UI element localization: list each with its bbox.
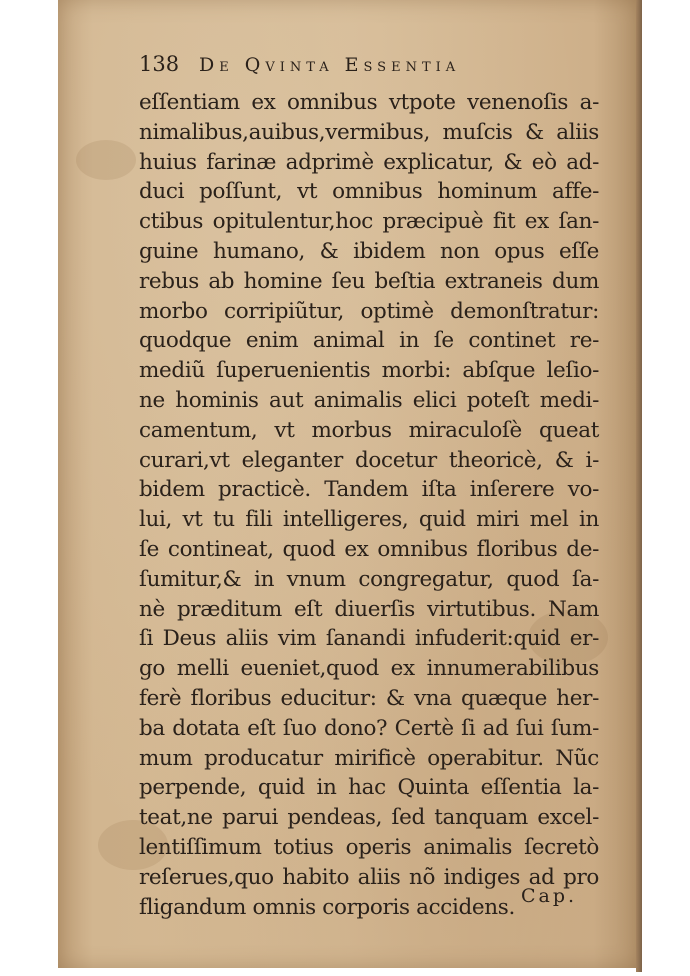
text-line: ba dotata eſt ſuo dono? Certè ſi ad ſui ſum- bbox=[139, 715, 599, 741]
text-line: reſerues,quo habito aliis nõ indiges ad pro bbox=[139, 864, 599, 890]
running-title: De Qvinta Essentia bbox=[199, 54, 461, 76]
text-line: go melli eueniet,quod ex innumerabilibus bbox=[139, 656, 599, 682]
text-line: ſe contineat, quod ex omnibus floribus de- bbox=[139, 536, 599, 562]
text-line: ne hominis aut animalis elici poteſt medi- bbox=[139, 387, 599, 413]
text-line: mediũ ſuperuenientis morbi: abſque leſio- bbox=[139, 358, 599, 384]
text-line: ctibus opitulentur,hoc præcipuè fit ex ſan- bbox=[139, 209, 599, 235]
body-text bbox=[139, 88, 599, 922]
paper-stain bbox=[76, 140, 136, 180]
page-edge bbox=[636, 0, 642, 972]
text-line: rebus ab homine ſeu beſtia extraneis dum bbox=[139, 268, 599, 294]
text-line: bidem practicè. Tandem iſta inſerere vo- bbox=[139, 477, 599, 503]
text-line: fligandum omnis corporis accidens. bbox=[139, 894, 515, 920]
text-line: ſi Deus aliis vim ſanandi infuderit:quid er- bbox=[139, 626, 599, 652]
text-line: ſumitur,& in vnum congregatur, quod ſa- bbox=[139, 566, 599, 592]
text-line: camentum, vt morbus miraculoſè queat bbox=[139, 417, 599, 443]
text-line: curari,vt eleganter docetur theoricè, & i- bbox=[139, 447, 599, 473]
text-line: huius farinæ adprimè explicatur, & eò ad- bbox=[139, 149, 599, 175]
text-block bbox=[139, 52, 599, 922]
text-line: morbo corripiũtur, optimè demonſtratur: bbox=[139, 298, 599, 324]
catchword: Cap. bbox=[521, 885, 578, 907]
running-head bbox=[139, 52, 599, 88]
text-line: eſſentiam ex omnibus vtpote venenoſis a- bbox=[139, 90, 599, 115]
text-line: duci poſſunt, vt omnibus hominum affe- bbox=[139, 179, 599, 205]
text-line: nè præditum eſt diuerſis virtutibus. Nam bbox=[139, 596, 599, 622]
page-number: 138 bbox=[139, 52, 180, 76]
text-line: mum producatur mirificè operabitur. Nũc bbox=[139, 745, 599, 771]
text-line: quodque enim animal in ſe continet re- bbox=[139, 328, 599, 354]
text-line: ferè floribus educitur: & vna quæque her- bbox=[139, 685, 599, 711]
text-line: teat,ne parui pendeas, ſed tanquam excel- bbox=[139, 805, 599, 831]
text-line: lentiſſimum totius operis animalis ſecretò bbox=[139, 834, 599, 860]
text-line: guine humano, & ibidem non opus eſſe bbox=[139, 238, 599, 264]
text-line: perpende, quid in hac Quinta eſſentia la- bbox=[139, 775, 599, 801]
text-line: nimalibus,auibus,vermibus, muſcis & aliis bbox=[139, 119, 599, 145]
text-line: lui, vt tu fili intelligeres, quid miri mel in bbox=[139, 507, 599, 533]
